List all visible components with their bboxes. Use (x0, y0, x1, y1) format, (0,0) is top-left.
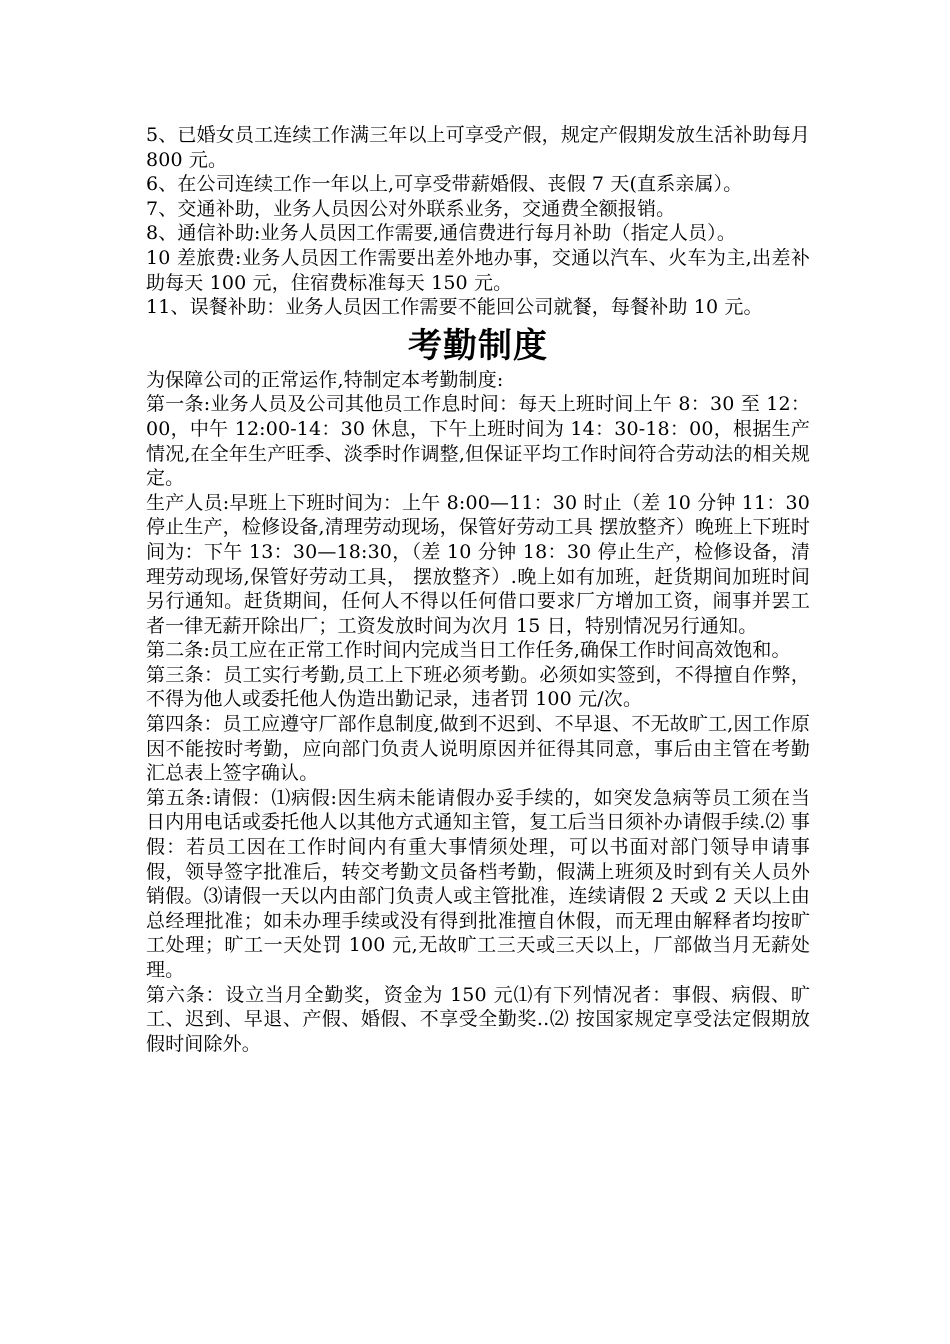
attendance-article-1: 第一条:业务人员及公司其他员工作息时间：每天上班时间上午 8：30 至 12：00，中午 12:00-14：30 休息，下午上班时间为 14：30-18：00，根据生产情况,在全年生产旺季、淡季时作调整,但保证平均工作时间符合劳动法的相关规定。 (146, 393, 810, 490)
attendance-article-4: 第四条：员工应遵守厂部作息制度,做到不迟到、不早退、不无故旷工,因工作原因不能按时考勤，应向部门负责人说明原因并征得其同意，事后由主管在考勤汇总表上签字确认。 (146, 713, 810, 785)
section-title: 考勤制度 (408, 325, 548, 366)
document-page (146, 123, 810, 1056)
benefit-item-transport: 7、交通补助，业务人员因公对外联系业务，交通费全额报销。 (146, 197, 676, 220)
attendance-intro: 为保障公司的正常运作,特制定本考勤制度: (146, 368, 504, 391)
benefit-item-meal: 11、误餐补助：业务人员因工作需要不能回公司就餐，每餐补助 10 元。 (146, 296, 763, 319)
attendance-article-2: 第二条:员工应在正常工作时间内完成当日工作任务,确保工作时间高效饱和。 (146, 639, 791, 662)
benefit-item-travel: 10 差旅费:业务人员因工作需要出差外地办事，交通以汽车、火车为主,出差补助每天 100 元，住宿费标准每天 150 元。 (146, 246, 810, 294)
benefit-item-marriage-leave: 6、在公司连续工作一年以上,可享受带薪婚假、丧假 7 天(直系亲属）。 (146, 173, 743, 196)
attendance-article-3: 第三条：员工实行考勤,员工上下班必须考勤。必须如实签到，不得擅自作弊，不得为他人或委托他人伪造出勤记录，违者罚 100 元/次。 (146, 663, 810, 711)
benefit-item-maternity: 5、已婚女员工连续工作满三年以上可享受产假，规定产假期发放生活补助每月 800 元。 (146, 124, 810, 171)
attendance-article-5: 第五条:请假：⑴病假:因生病未能请假办妥手续的，如突发急病等员工须在当日内用电话或委托他人以其他方式通知主管，复工后当日须补办请假手续.⑵ 事假：若员工因在工作时间内有重大事情须处理，可以书面对部门领导申请事假，领导签字批准后，转交考勤文员备档考勤，假满上班须及时到有关人员外销假。⑶请假一天以内由部门负责人或主管批准，连续请假 2 天或 2 天以上由总经理批准；如未办理手续或没有得到批准擅自休假，而无理由解释者均按旷工处理；旷工一天处罚 100 元,无故旷工三天或三天以上，厂部做当月无薪处理。 (146, 786, 810, 981)
benefit-item-communication: 8、通信补助:业务人员因工作需要,通信费进行每月补助（指定人员）。 (146, 222, 736, 245)
attendance-production-staff: 生产人员:早班上下班时间为：上午 8:00—11：30 时止（差 10 分钟 11：30 停止生产，检修设备,清理劳动现场，保管好劳动工具 摆放整齐）晚班上下班时间为：下午 13：30—18:30，（差 10 分钟 18：30 停止生产，检修设备，清理劳动现场,保管好劳动工具， 摆放整齐）.晚上如有加班，赶货期间加班时间另行通知。赶货期间，任何人不得以任何借口要求厂方增加工资，闹事并罢工者一律无薪开除出厂；工资发放时间为次月 15 日，特别情况另行通知。 (146, 491, 810, 637)
attendance-article-6: 第六条：设立当月全勤奖，资金为 150 元⑴有下列情况者：事假、病假、旷工、迟到、早退、产假、婚假、不享受全勤奖..⑵ 按国家规定享受法定假期放假时间除外。 (146, 983, 810, 1055)
